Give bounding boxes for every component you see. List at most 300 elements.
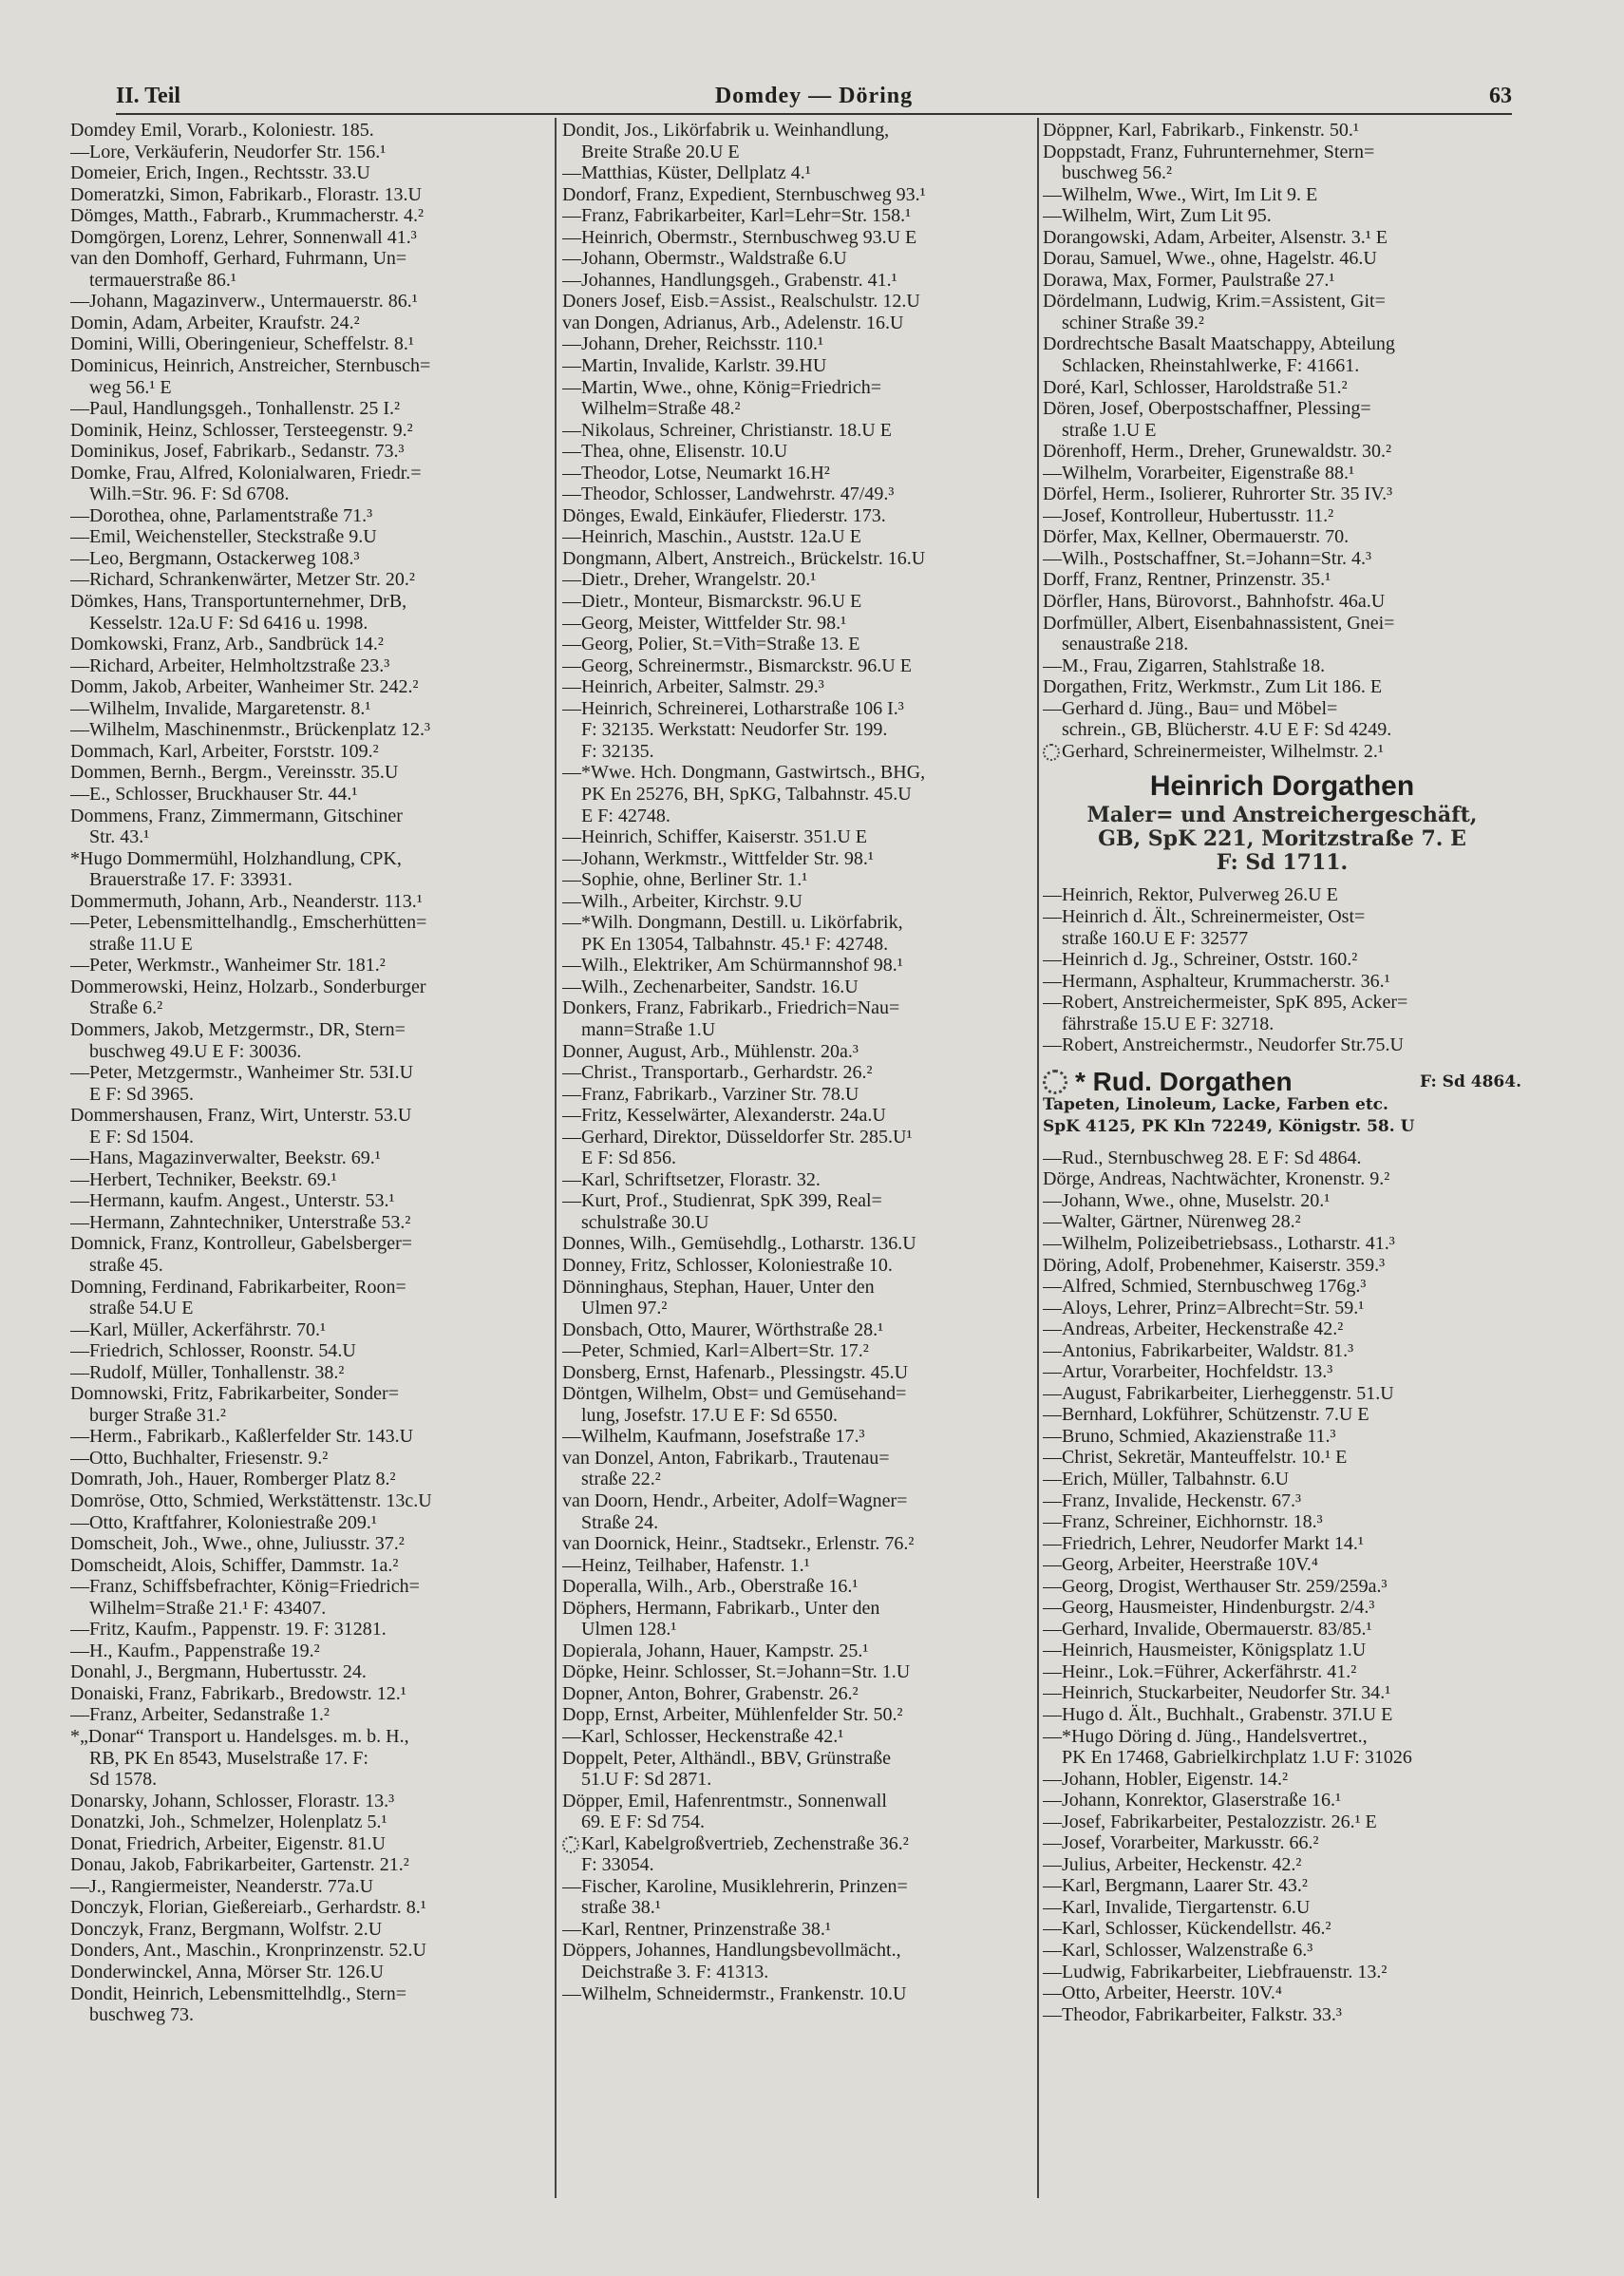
directory-entry [1043, 1640, 1521, 1661]
entry-line: —Alfred, Schmied, Sternbuschweg 176g.³ [1043, 1276, 1367, 1298]
entry-line: Domeratzki, Simon, Fabrikarb., Florastr. 13.U [70, 183, 422, 205]
entry-line: Dorff, Franz, Rentner, Prinzenstr. 35.¹ [1043, 569, 1331, 591]
directory-entry [562, 463, 1041, 484]
directory-entry [70, 1940, 549, 1962]
directory-entry [70, 1426, 549, 1448]
entry-line: straße 54.U E [89, 1298, 194, 1319]
entry-line: —Theodor, Lotse, Neumarkt 16.H² [562, 462, 830, 484]
directory-entry [562, 227, 1041, 249]
entry-line: Ulmen 97.² [581, 1298, 668, 1319]
entry-line: *Hugo Dommermühl, Holzhandlung, CPK, [70, 847, 402, 869]
directory-entry [1043, 142, 1521, 184]
entry-line: straße 22.² [581, 1469, 661, 1490]
directory-entry [562, 1598, 1041, 1641]
entry-line: —M., Frau, Zigarren, Stahlstraße 18. [1043, 654, 1326, 676]
directory-entry [70, 1833, 549, 1855]
entry-line: —Lore, Verkäuferin, Neudorfer Str. 156.¹ [70, 141, 387, 162]
directory-entry [1043, 227, 1521, 249]
entry-line: —Gerhard d. Jüng., Bau= und Möbel= [1043, 697, 1338, 719]
directory-entry [562, 1105, 1041, 1127]
entry-line: Wilhelm=Straße 48.² [581, 398, 741, 420]
entry-line: —Franz, Invalide, Heckenstr. 67.³ [1043, 1489, 1302, 1511]
entry-line: Ulmen 128.¹ [581, 1619, 677, 1641]
page-header [116, 84, 1512, 112]
entry-line: Str. 43.¹ [89, 826, 150, 848]
advertisement-heinrich-dorgathen [1043, 769, 1521, 875]
directory-entry [70, 1233, 549, 1276]
entry-line: buschweg 49.U E F: 30036. [89, 1040, 302, 1062]
advertisement-rud-dorgathen [1043, 1066, 1521, 1138]
directory-entry [1043, 1255, 1521, 1277]
entry-line: —Theodor, Schlosser, Landwehrstr. 47/49.³ [562, 484, 895, 505]
directory-entry [70, 1362, 549, 1384]
entry-line: —Heinrich, Schiffer, Kaiserstr. 351.U E [562, 826, 867, 848]
directory-entry [562, 1661, 1041, 1683]
directory-entry [562, 1319, 1041, 1341]
entry-line: —*Wilh. Dongmann, Destill. u. Likörfabrik, [562, 912, 903, 934]
entry-line: —Thea, ohne, Elisenstr. 10.U [562, 441, 788, 463]
entry-line: 69. E F: Sd 754. [581, 1811, 706, 1833]
directory-entry [1043, 1897, 1521, 1919]
directory-entry [70, 848, 549, 891]
entry-line: Domning, Ferdinand, Fabrikarbeiter, Roon= [70, 1276, 406, 1298]
entry-line: —Peter, Metzgermstr., Wanheimer Str. 53I.U [70, 1062, 414, 1084]
entry-line: Donarsky, Johann, Schlosser, Florastr. 13.³ [70, 1790, 395, 1811]
entry-line: Dörge, Andreas, Nachtwächter, Kronenstr. 9.² [1043, 1168, 1390, 1190]
entry-line: Dondorf, Franz, Expedient, Sternbuschweg 93.¹ [562, 183, 926, 205]
wreath-icon [562, 1836, 579, 1853]
entry-line: —*Wwe. Hch. Dongmann, Gastwirtsch., BHG, [562, 762, 926, 784]
entry-line: weg 56.¹ E [89, 376, 172, 398]
entry-line: —Heinrich d. Jg., Schreiner, Oststr. 160.² [1043, 949, 1358, 971]
entry-line: fährstraße 15.U E F: 32718. [1062, 1013, 1275, 1034]
entry-line: Straße 6.² [89, 997, 163, 1019]
entry-line: —Kurt, Prof., Studienrat, SpK 399, Real= [562, 1190, 882, 1212]
entry-line: Deichstraße 3. F: 41313. [581, 1962, 769, 1983]
directory-entry [562, 1084, 1041, 1106]
directory-entry [1043, 1769, 1521, 1791]
directory-entry [1043, 2004, 1521, 2026]
directory-entry [70, 1383, 549, 1426]
directory-entry [70, 162, 549, 184]
entry-line: straße 1.U E [1062, 419, 1157, 441]
entry-line: Donnes, Wilh., Gemüsehdlg., Lotharstr. 136.U [562, 1233, 916, 1255]
entry-line: —Friedrich, Schlosser, Roonstr. 54.U [70, 1340, 356, 1362]
entry-line: senaustraße 218. [1062, 634, 1189, 655]
entry-line: PK En 17468, Gabrielkirchplatz 1.U F: 31026 [1062, 1747, 1412, 1769]
directory-entry [70, 1854, 549, 1876]
entry-line: Doppelt, Peter, Althändl., BBV, Grünstraße [562, 1747, 892, 1769]
entry-line: —Hugo d. Ält., Buchhalt., Grabenstr. 37I.U E [1043, 1704, 1393, 1725]
entry-line: Döphers, Hermann, Fabrikarb., Unter den [562, 1597, 880, 1619]
entry-line: —Bernhard, Lokführer, Schützenstr. 7.U E [1043, 1404, 1369, 1426]
directory-entry [70, 120, 549, 142]
directory-entry [70, 1319, 549, 1341]
entry-line: —Karl, Rentner, Prinzenstraße 38.¹ [562, 1918, 831, 1940]
entry-line: —Fritz, Kesselwärter, Alexanderstr. 24a.U [562, 1105, 886, 1127]
directory-entry [1043, 333, 1521, 376]
directory-entry [1043, 1383, 1521, 1405]
entry-line: Dörfer, Max, Kellner, Obermauerstr. 70. [1043, 526, 1350, 548]
entry-line: Domnick, Franz, Kontrolleur, Gabelsberger= [70, 1233, 413, 1255]
entry-line: —Andreas, Arbeiter, Heckenstraße 42.² [1043, 1318, 1344, 1340]
directory-entry [562, 1704, 1041, 1726]
directory-entry [1043, 205, 1521, 227]
directory-entry [1043, 1168, 1521, 1190]
entry-line: Doppstadt, Franz, Fuhrunternehmer, Stern= [1043, 141, 1375, 162]
entry-line: —Walter, Gärtner, Nürenweg 28.² [1043, 1211, 1301, 1233]
entry-line: —Rudolf, Müller, Tonhallenstr. 38.² [70, 1361, 345, 1383]
directory-entry [562, 1533, 1041, 1555]
directory-entry [1043, 906, 1521, 949]
entry-line: Dominik, Heinz, Schlosser, Tersteegenstr. 9.² [70, 419, 413, 441]
entry-line: Donner, August, Arb., Mühlenstr. 20a.³ [562, 1040, 859, 1062]
entry-line: —Josef, Vorarbeiter, Markusstr. 66.² [1043, 1832, 1319, 1854]
entry-line: Dorau, Samuel, Wwe., ohne, Hagelstr. 46.U [1043, 248, 1377, 270]
entry-line: Breite Straße 20.U E [581, 141, 740, 162]
directory-entry [562, 505, 1041, 527]
entry-line: —Johann, Obermstr., Waldstraße 6.U [562, 248, 847, 270]
directory-entry [1043, 1404, 1521, 1426]
directory-entry [1043, 248, 1521, 270]
ad-company-name: * Rud. Dorgathen [1075, 1066, 1293, 1096]
directory-entry [562, 333, 1041, 355]
entry-line: —Franz, Fabrikarb., Varziner Str. 78.U [562, 1083, 859, 1105]
entry-line: Donahl, J., Bergmann, Hubertusstr. 24. [70, 1661, 367, 1683]
directory-entry [562, 1190, 1041, 1233]
entry-line: straße 45. [89, 1254, 163, 1276]
directory-entry [70, 441, 549, 463]
entry-line: —Wilhelm, Maschinenmstr., Brückenplatz 12.³ [70, 719, 431, 741]
directory-entry [70, 398, 549, 420]
directory-column-1 [70, 120, 549, 2026]
entry-line: —Gerhard, Direktor, Düsseldorfer Str. 285.U¹ [562, 1126, 913, 1147]
entry-line: Domdey Emil, Vorarb., Koloniestr. 185. [70, 120, 374, 141]
entry-line: F: 32135. Werkstatt: Neudorfer Str. 199. [581, 719, 888, 741]
directory-entry [1043, 1233, 1521, 1255]
entry-line: Donat, Friedrich, Arbeiter, Eigenstr. 81.U [70, 1832, 386, 1854]
entry-line: Domm, Jakob, Arbeiter, Wanheimer Str. 242.² [70, 676, 419, 698]
directory-entry [562, 891, 1041, 913]
directory-entry [1043, 1190, 1521, 1212]
entry-line: —Ludwig, Fabrikarbeiter, Liebfrauenstr. 13.² [1043, 1961, 1388, 1982]
directory-entry [1043, 1533, 1521, 1555]
directory-entry [1043, 291, 1521, 333]
entry-line: Straße 24. [581, 1511, 659, 1533]
entry-line: —Heinrich d. Ält., Schreinermeister, Ost= [1043, 905, 1366, 927]
entry-line: Donney, Fritz, Schlosser, Koloniestraße 10. [562, 1254, 893, 1276]
directory-entry [562, 1748, 1041, 1791]
entry-line: —Wilh., Elektriker, Am Schürmannshof 98.¹ [562, 955, 903, 977]
directory-entry [70, 1190, 549, 1212]
entry-line: —Wilhelm, Wwe., Wirt, Im Lit 9. E [1043, 183, 1318, 205]
directory-entry [562, 1340, 1041, 1362]
directory-entry [1043, 1576, 1521, 1598]
entry-line: —Gerhard, Invalide, Obermauerstr. 83/85.¹ [1043, 1618, 1372, 1640]
entry-line: Wilhelm=Straße 21.¹ F: 43407. [89, 1597, 327, 1619]
directory-entry [70, 1619, 549, 1641]
entry-line: —Rud., Sternbuschweg 28. E F: Sd 4864. [1043, 1147, 1362, 1168]
entry-line: Donatzki, Joh., Schmelzer, Holenplatz 5.¹ [70, 1811, 387, 1833]
entry-line: —Otto, Arbeiter, Heerstr. 10V.⁴ [1043, 1982, 1282, 2004]
entry-line: —Herbert, Techniker, Beekstr. 69.¹ [70, 1168, 337, 1190]
directory-entry [1043, 484, 1521, 505]
entry-line: —Robert, Anstreichermeister, SpK 895, Acker= [1043, 992, 1408, 1014]
entry-line: schrein., GB, Blücherstr. 4.U E F: Sd 4249. [1062, 719, 1392, 741]
entry-line: —Artur, Vorarbeiter, Hochfeldstr. 13.³ [1043, 1361, 1333, 1383]
directory-entry [1043, 1298, 1521, 1319]
entry-line: —Karl, Schlosser, Heckenstraße 42.¹ [562, 1726, 844, 1748]
entry-line: —Wilhelm, Wirt, Zum Lit 95. [1043, 205, 1272, 227]
entry-line: lung, Josefstr. 17.U E F: Sd 6550. [581, 1404, 839, 1426]
entry-line: —Johann, Konrektor, Glaserstraße 16.¹ [1043, 1790, 1342, 1811]
entry-line: Domke, Frau, Alfred, Kolonialwaren, Friedr.= [70, 462, 422, 484]
directory-entry [70, 569, 549, 591]
directory-entry [70, 1490, 549, 1512]
entry-line: —Karl, Schriftsetzer, Florastr. 32. [562, 1168, 821, 1190]
entry-line: —Wilhelm, Polizeibetriebsass., Lotharstr. 41.³ [1043, 1232, 1395, 1254]
entry-line: —*Hugo Döring d. Jüng., Handelsvertret., [1043, 1725, 1368, 1747]
directory-entry [1043, 1875, 1521, 1897]
directory-entry [1043, 398, 1521, 441]
entry-line: —Johannes, Handlungsgeh., Grabenstr. 41.¹ [562, 269, 897, 291]
directory-entry [562, 1448, 1041, 1490]
entry-text: Gerhard, Schreinermeister, Wilhelmstr. 2.¹ [1062, 740, 1384, 762]
directory-entry [70, 1876, 549, 1898]
directory-entry [562, 526, 1041, 548]
directory-entry [70, 719, 549, 741]
entry-line: straße 160.U E F: 32577 [1062, 927, 1249, 949]
entry-line: —Hermann, Zahntechniker, Unterstraße 53.² [70, 1211, 411, 1233]
directory-entry [1043, 184, 1521, 206]
entry-line: —Heinrich, Hausmeister, Königsplatz 1.U [1043, 1640, 1367, 1661]
entry-line [1043, 741, 1521, 763]
directory-entry [70, 1704, 549, 1726]
directory-entry [1043, 1511, 1521, 1533]
entry-line: E F: Sd 3965. [89, 1083, 195, 1105]
entry-line: —E., Schlosser, Bruckhauser Str. 44.¹ [70, 783, 358, 805]
entry-line: —Wilh., Arbeiter, Kirchstr. 9.U [562, 890, 803, 912]
directory-entry [70, 1897, 549, 1919]
entry-line: —Wilhelm, Invalide, Margaretenstr. 8.¹ [70, 697, 371, 719]
entry-line: —Franz, Fabrikarbeiter, Karl=Lehr=Str. 158.¹ [562, 205, 912, 227]
entry-line: buschweg 73. [89, 2004, 194, 2026]
directory-entry [562, 1277, 1041, 1319]
entry-line: Dörfel, Herm., Isolierer, Ruhrorter Str. 35 IV.³ [1043, 484, 1393, 505]
directory-entry [562, 420, 1041, 442]
entry-line: schiner Straße 39.² [1062, 312, 1204, 333]
ad-line: F: Sd 1711. [1216, 850, 1349, 876]
directory-entry [562, 1726, 1041, 1748]
entry-line: —Georg, Arbeiter, Heerstraße 10V.⁴ [1043, 1554, 1318, 1576]
entry-line: —Heinrich, Maschin., Auststr. 12a.U E [562, 526, 861, 548]
entry-line: —Wilhelm, Kaufmann, Josefstraße 17.³ [562, 1426, 865, 1448]
entry-line: —Paul, Handlungsgeh., Tonhallenstr. 25 I.² [70, 398, 400, 420]
directory-entry [562, 1683, 1041, 1705]
entry-line: Dommers, Jakob, Metzgermstr., DR, Stern= [70, 1018, 406, 1040]
directory-entry [70, 463, 549, 505]
entry-line: Wilh.=Str. 96. F: Sd 6708. [89, 484, 290, 505]
wreath-icon [1043, 1070, 1067, 1094]
directory-entry [70, 655, 549, 677]
entry-line: —Dorothea, ohne, Parlamentstraße 71.³ [70, 504, 373, 526]
directory-entry [1043, 1597, 1521, 1619]
directory-entry [1043, 1619, 1521, 1641]
directory-entry [562, 248, 1041, 270]
entry-line: —Johann, Wwe., ohne, Muselstr. 20.¹ [1043, 1189, 1331, 1211]
entry-line: Domscheidt, Alois, Schiffer, Dammstr. 1a.² [70, 1554, 399, 1576]
directory-entry [562, 291, 1041, 313]
directory-column-3 [1043, 120, 1521, 2025]
directory-entry [1043, 1426, 1521, 1448]
directory-entry [562, 441, 1041, 463]
entry-line: —Karl, Schlosser, Walzenstraße 6.³ [1043, 1940, 1313, 1962]
entry-line: *„Donar“ Transport u. Handelsges. m. b. H., [70, 1726, 409, 1748]
directory-entry [70, 227, 549, 249]
entry-line: Dondit, Jos., Likörfabrik u. Weinhandlung, [562, 120, 890, 141]
directory-entry [70, 891, 549, 913]
entry-line: —Heinrich, Stuckarbeiter, Neudorfer Str. 34.¹ [1043, 1682, 1391, 1704]
ad-line: GB, SpK 221, Moritzstraße 7. E [1098, 826, 1466, 852]
directory-entry [70, 1448, 549, 1470]
entry-line: —Dietr., Monteur, Bismarckstr. 96.U E [562, 591, 862, 613]
entry-line: —Josef, Fabrikarbeiter, Pestalozzistr. 26.¹ E [1043, 1811, 1377, 1832]
entry-line: van den Domhoff, Gerhard, Fuhrmann, Un= [70, 248, 407, 270]
directory-entry [562, 1983, 1041, 2005]
entry-line: —Franz, Arbeiter, Sedanstraße 1.² [70, 1704, 330, 1726]
entry-line: —Wilhelm, Vorarbeiter, Eigenstraße 88.¹ [1043, 462, 1355, 484]
directory-entry [70, 1791, 549, 1812]
entry-line: Donders, Ant., Maschin., Kronprinzenstr. 52.U [70, 1940, 426, 1962]
entry-line: —Sophie, ohne, Berliner Str. 1.¹ [562, 869, 808, 891]
ad-line: Maler= und Anstreichergeschäft, [1086, 803, 1478, 828]
directory-entry [562, 848, 1041, 870]
directory-entry [1043, 1790, 1521, 1811]
directory-entry [1043, 1726, 1521, 1769]
directory-entry [1043, 1832, 1521, 1854]
directory-entry [1043, 676, 1521, 698]
directory-entry [562, 676, 1041, 698]
directory-entry [562, 1576, 1041, 1598]
entry-line: —Heinrich, Schreinerei, Lotharstraße 106 I.³ [562, 697, 904, 719]
entry-line: Dördelmann, Ludwig, Krim.=Assistent, Git= [1043, 291, 1386, 313]
entry-line: —Dietr., Dreher, Wrangelstr. 20.¹ [562, 569, 817, 591]
entry-line: Schlacken, Rheinstahlwerke, F: 41661. [1062, 355, 1360, 377]
directory-entry [562, 1426, 1041, 1448]
directory-entry [562, 912, 1041, 955]
entry-line: —Robert, Anstreichermstr., Neudorfer Str.75.U [1043, 1034, 1404, 1056]
entry-line: Dönges, Ewald, Einkäufer, Fliederstr. 173. [562, 504, 886, 526]
entry-line: —Heinr., Lok.=Führer, Ackerfährstr. 41.² [1043, 1660, 1357, 1682]
directory-entry [1043, 505, 1521, 527]
entry-line: —Heinz, Teilhaber, Hafenstr. 1.¹ [562, 1554, 810, 1576]
directory-entry [562, 1362, 1041, 1384]
ad-line: SpK 4125, PK Kln 72249, Königstr. 58. U [1043, 1116, 1415, 1136]
directory-entry [70, 1962, 549, 1983]
entry-line: Döpper, Emil, Hafenrentmstr., Sonnenwall [562, 1790, 887, 1811]
directory-entry [562, 484, 1041, 505]
entry-line: —Otto, Kraftfahrer, Koloniestraße 209.¹ [70, 1511, 377, 1533]
directory-entry [1043, 741, 1521, 763]
entry-line: —Josef, Kontrolleur, Hubertusstr. 11.² [1043, 504, 1334, 526]
directory-entry [562, 613, 1041, 635]
directory-entry [1043, 1962, 1521, 1983]
directory-entry [70, 1983, 549, 2026]
directory-entry [70, 806, 549, 848]
entry-line: —Heinrich, Obermstr., Sternbuschweg 93.U E [562, 226, 917, 248]
directory-entry [1043, 698, 1521, 741]
directory-entry [70, 313, 549, 334]
directory-entry [1043, 591, 1521, 613]
entry-line: —Christ, Sekretär, Manteuffelstr. 10.¹ E [1043, 1447, 1348, 1469]
entry-line: —Hermann, kaufm. Angest., Unterstr. 53.¹ [70, 1190, 395, 1212]
directory-entry [70, 784, 549, 806]
entry-line: —Georg, Meister, Wittfelder Str. 98.¹ [562, 612, 847, 634]
directory-entry [562, 1791, 1041, 1833]
directory-entry [70, 1469, 549, 1490]
entry-line: Doré, Karl, Schlosser, Haroldstraße 51.² [1043, 376, 1348, 398]
header-rule [116, 113, 1512, 115]
directory-entry [562, 162, 1041, 184]
entry-line: Dömges, Matth., Fabrarb., Krummacherstr. 4.² [70, 205, 425, 227]
directory-entry [562, 1940, 1041, 1982]
entry-line: —Karl, Schlosser, Kückendellstr. 46.² [1043, 1918, 1331, 1940]
directory-entry [70, 205, 549, 227]
directory-entry [70, 741, 549, 763]
entry-line: —Emil, Weichensteller, Steckstraße 9.U [70, 526, 377, 548]
entry-line: 51.U F: Sd 2871. [581, 1769, 712, 1791]
entry-line: Domgörgen, Lorenz, Lehrer, Sonnenwall 41.³ [70, 226, 417, 248]
directory-entry [562, 377, 1041, 420]
column-divider [555, 118, 557, 2198]
directory-entry [562, 1876, 1041, 1919]
directory-entry [70, 1105, 549, 1147]
ad-heading [1043, 1066, 1521, 1096]
entry-line: Donderwinckel, Anna, Mörser Str. 126.U [70, 1962, 384, 1983]
entry-line: —Martin, Invalide, Karlstr. 39.HU [562, 355, 827, 377]
directory-entry [562, 634, 1041, 655]
directory-entry [562, 313, 1041, 334]
directory-entry [1043, 1211, 1521, 1233]
entry-line: Donkers, Franz, Fabrikarb., Friedrich=Nau= [562, 997, 900, 1019]
directory-entry [562, 655, 1041, 677]
entry-line: Dondit, Heinrich, Lebensmittelhdlg., Stern= [70, 1982, 406, 2004]
entry-line: Dönninghaus, Stephan, Hauer, Unter den [562, 1276, 875, 1298]
entry-line: —Erich, Müller, Talbahnstr. 6.U [1043, 1468, 1290, 1489]
directory-entry [562, 1255, 1041, 1277]
directory-entry [1043, 1447, 1521, 1469]
entry-line: —J., Rangiermeister, Neanderstr. 77a.U [70, 1875, 374, 1897]
entry-line: Donsberg, Ernst, Hafenarb., Plessingstr. 45.U [562, 1361, 909, 1383]
entry-line: Donaiski, Franz, Fabrikarb., Bredowstr. 12.¹ [70, 1682, 406, 1704]
directory-entry [562, 955, 1041, 977]
entry-line: Dommens, Franz, Zimmermann, Gitschiner [70, 805, 403, 826]
directory-entry [562, 1169, 1041, 1191]
entry-line: —Herm., Fabrikarb., Kaßlerfelder Str. 143.U [70, 1426, 414, 1448]
entry-line: Dörenhoff, Herm., Dreher, Grunewaldstr. 30.² [1043, 441, 1391, 463]
entry-line: —Georg, Polier, St.=Vith=Straße 13. E [562, 634, 860, 655]
entry-line: —Karl, Müller, Ackerfährstr. 70.¹ [70, 1318, 327, 1340]
directory-entry [562, 1041, 1041, 1063]
entry-line: —Otto, Buchhalter, Friesenstr. 9.² [70, 1447, 329, 1469]
page-number: 63 [1489, 84, 1512, 108]
directory-entry [70, 762, 549, 784]
directory-entry [562, 1127, 1041, 1169]
directory-entry [1043, 463, 1521, 484]
entry-line: —Theodor, Fabrikarbeiter, Falkstr. 33.³ [1043, 2003, 1342, 2025]
entry-line: —Georg, Hausmeister, Hindenburgstr. 2/4.³ [1043, 1597, 1375, 1619]
entry-line: —Johann, Hobler, Eigenstr. 14.² [1043, 1768, 1288, 1790]
